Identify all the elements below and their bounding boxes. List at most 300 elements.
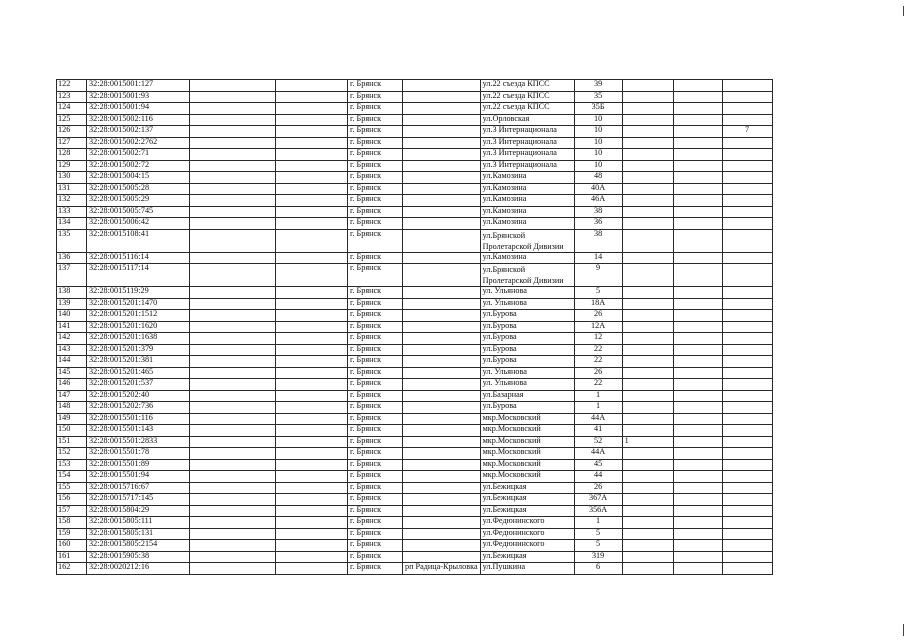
cell-house-number: 18А: [574, 298, 622, 310]
cell-cadastral-number: 32:28:0015805:2154: [87, 540, 190, 552]
cell-settlement: [403, 379, 481, 391]
cell-settlement: [403, 436, 481, 448]
cell-street: ул.Бурова: [480, 321, 574, 333]
table-row: [57, 264, 773, 287]
cell-settlement: [403, 206, 481, 218]
cell-col-10: [673, 471, 722, 483]
cell-house-number: 52: [574, 436, 622, 448]
cell-cadastral-number: 32:28:0015201:1470: [87, 298, 190, 310]
cell-col-3: [190, 413, 276, 425]
cell-col-9: [622, 494, 673, 506]
cell-city: г. Брянск: [348, 540, 403, 552]
cell-col-10: [673, 563, 722, 575]
cell-house-number: 10: [574, 126, 622, 138]
cell-col-9: [622, 505, 673, 517]
cell-house-number: 40А: [574, 183, 622, 195]
cell-col-11: [722, 264, 772, 287]
cell-cadastral-number: 32:28:0015001:93: [87, 91, 190, 103]
table-row: [57, 494, 773, 506]
cell-row-number: 150: [57, 425, 87, 437]
cell-col-4: [276, 321, 348, 333]
cell-city: г. Брянск: [348, 402, 403, 414]
cell-street: ул.Бежицкая: [480, 551, 574, 563]
cell-house-number: 44А: [574, 448, 622, 460]
cell-col-9: 1: [622, 436, 673, 448]
table-row: [57, 80, 773, 92]
cell-col-4: [276, 298, 348, 310]
cell-col-3: [190, 471, 276, 483]
cell-col-4: [276, 103, 348, 115]
cell-col-9: [622, 160, 673, 172]
cell-col-10: [673, 528, 722, 540]
cell-col-11: [722, 505, 772, 517]
cell-cadastral-number: 32:28:0015717:145: [87, 494, 190, 506]
cell-street: ул. Ульянова: [480, 298, 574, 310]
cell-col-10: [673, 264, 722, 287]
cell-col-4: [276, 264, 348, 287]
cell-row-number: 153: [57, 459, 87, 471]
cell-cadastral-number: 32:28:0015201:381: [87, 356, 190, 368]
cell-col-3: [190, 298, 276, 310]
cell-col-3: [190, 344, 276, 356]
table-row: [57, 390, 773, 402]
cell-cadastral-number: 32:28:0015002:116: [87, 114, 190, 126]
cell-col-9: [622, 356, 673, 368]
cell-col-11: [722, 413, 772, 425]
cell-col-4: [276, 540, 348, 552]
cell-col-3: [190, 448, 276, 460]
cell-house-number: 9: [574, 264, 622, 287]
cell-col-10: [673, 126, 722, 138]
cell-settlement: [403, 229, 481, 252]
cell-col-10: [673, 206, 722, 218]
table-row: [57, 103, 773, 115]
cell-col-4: [276, 471, 348, 483]
cell-row-number: 140: [57, 310, 87, 322]
cell-col-3: [190, 137, 276, 149]
cell-col-4: [276, 494, 348, 506]
cell-cadastral-number: 32:28:0015501:2833: [87, 436, 190, 448]
cell-settlement: [403, 172, 481, 184]
cell-row-number: 137: [57, 264, 87, 287]
cell-street: ул.Камозина: [480, 206, 574, 218]
cell-col-9: [622, 80, 673, 92]
table-row: [57, 563, 773, 575]
cell-row-number: 131: [57, 183, 87, 195]
cell-street: ул.Камозина: [480, 252, 574, 264]
cell-col-9: [622, 91, 673, 103]
cell-col-4: [276, 344, 348, 356]
cell-street: мкр.Московский: [480, 425, 574, 437]
cell-city: г. Брянск: [348, 114, 403, 126]
cell-city: г. Брянск: [348, 494, 403, 506]
cell-house-number: 26: [574, 310, 622, 322]
cell-city: г. Брянск: [348, 436, 403, 448]
cell-col-3: [190, 218, 276, 230]
cell-cadastral-number: 32:28:0015202:736: [87, 402, 190, 414]
cell-row-number: 135: [57, 229, 87, 252]
cell-col-4: [276, 172, 348, 184]
cell-city: г. Брянск: [348, 367, 403, 379]
cell-col-10: [673, 321, 722, 333]
cell-settlement: [403, 356, 481, 368]
cell-col-11: [722, 436, 772, 448]
cell-city: г. Брянск: [348, 563, 403, 575]
cell-house-number: 12: [574, 333, 622, 345]
cell-col-11: [722, 517, 772, 529]
cell-street: ул. Ульянова: [480, 287, 574, 299]
table-row: [57, 206, 773, 218]
cell-settlement: [403, 195, 481, 207]
table-row: [57, 333, 773, 345]
cell-row-number: 143: [57, 344, 87, 356]
cell-settlement: [403, 367, 481, 379]
cell-street: ул.Бурова: [480, 402, 574, 414]
cell-col-9: [622, 551, 673, 563]
cell-row-number: 160: [57, 540, 87, 552]
cell-street: ул.3 Интернационала: [480, 149, 574, 161]
cell-house-number: 38: [574, 206, 622, 218]
cell-col-3: [190, 379, 276, 391]
cell-col-3: [190, 183, 276, 195]
cell-col-10: [673, 344, 722, 356]
cell-col-4: [276, 413, 348, 425]
cell-street: ул.Базарная: [480, 390, 574, 402]
cell-cadastral-number: 32:28:0015119:29: [87, 287, 190, 299]
cell-col-11: [722, 160, 772, 172]
cell-col-11: [722, 494, 772, 506]
cell-col-10: [673, 252, 722, 264]
cell-col-10: [673, 425, 722, 437]
cell-city: г. Брянск: [348, 344, 403, 356]
cell-cadastral-number: 32:28:0015501:78: [87, 448, 190, 460]
cell-col-10: [673, 494, 722, 506]
cell-col-3: [190, 149, 276, 161]
cell-city: г. Брянск: [348, 505, 403, 517]
cell-city: г. Брянск: [348, 356, 403, 368]
cell-col-11: [722, 229, 772, 252]
cell-col-9: [622, 390, 673, 402]
cell-street: ул.Бурова: [480, 344, 574, 356]
cell-col-3: [190, 459, 276, 471]
cell-col-9: [622, 103, 673, 115]
cell-col-10: [673, 459, 722, 471]
cell-col-4: [276, 80, 348, 92]
cell-cadastral-number: 32:28:0015108:41: [87, 229, 190, 252]
cell-col-11: [722, 321, 772, 333]
cell-col-11: [722, 356, 772, 368]
cell-street: ул.3 Интернационала: [480, 160, 574, 172]
cell-settlement: [403, 298, 481, 310]
cell-settlement: [403, 149, 481, 161]
cell-city: г. Брянск: [348, 448, 403, 460]
cell-city: г. Брянск: [348, 287, 403, 299]
cell-house-number: 5: [574, 528, 622, 540]
cell-col-9: [622, 459, 673, 471]
cell-col-3: [190, 551, 276, 563]
table-row: [57, 540, 773, 552]
cell-col-10: [673, 402, 722, 414]
cell-city: г. Брянск: [348, 264, 403, 287]
cell-cadastral-number: 32:28:0015005:745: [87, 206, 190, 218]
table-row: [57, 310, 773, 322]
cell-settlement: [403, 517, 481, 529]
cell-col-10: [673, 482, 722, 494]
cell-city: г. Брянск: [348, 206, 403, 218]
cell-col-11: [722, 563, 772, 575]
cell-city: г. Брянск: [348, 390, 403, 402]
cell-col-10: [673, 91, 722, 103]
cell-cadastral-number: 32:28:0015001:94: [87, 103, 190, 115]
cell-col-9: [622, 425, 673, 437]
cell-col-4: [276, 379, 348, 391]
cell-row-number: 159: [57, 528, 87, 540]
cell-col-10: [673, 183, 722, 195]
cell-col-4: [276, 149, 348, 161]
cell-col-9: [622, 126, 673, 138]
cell-street: ул.Камозина: [480, 218, 574, 230]
cell-col-9: [622, 413, 673, 425]
cell-house-number: 22: [574, 379, 622, 391]
cell-cadastral-number: 32:28:0015201:1638: [87, 333, 190, 345]
cell-row-number: 157: [57, 505, 87, 517]
cell-col-11: [722, 252, 772, 264]
scan-edge-mark-top: [903, 6, 904, 16]
cell-col-4: [276, 563, 348, 575]
cell-city: г. Брянск: [348, 459, 403, 471]
cell-col-3: [190, 114, 276, 126]
cell-col-4: [276, 356, 348, 368]
table-row: [57, 91, 773, 103]
cell-house-number: 38: [574, 229, 622, 252]
table-row: [57, 160, 773, 172]
cell-street: ул.Бежицкая: [480, 505, 574, 517]
cell-col-4: [276, 114, 348, 126]
cell-settlement: [403, 413, 481, 425]
cell-row-number: 123: [57, 91, 87, 103]
cell-col-11: [722, 459, 772, 471]
cell-col-11: [722, 287, 772, 299]
cell-house-number: 12А: [574, 321, 622, 333]
table-row: [57, 218, 773, 230]
cell-house-number: 39: [574, 80, 622, 92]
table-row: [57, 459, 773, 471]
cell-col-4: [276, 126, 348, 138]
cell-col-3: [190, 103, 276, 115]
cell-city: г. Брянск: [348, 252, 403, 264]
cell-house-number: 45: [574, 459, 622, 471]
cell-house-number: 14: [574, 252, 622, 264]
cell-col-11: [722, 471, 772, 483]
cell-col-3: [190, 195, 276, 207]
cell-col-3: [190, 160, 276, 172]
cell-col-4: [276, 402, 348, 414]
cell-street: ул.Федюнинского: [480, 540, 574, 552]
cell-house-number: 356А: [574, 505, 622, 517]
cell-cadastral-number: 32:28:0015804:29: [87, 505, 190, 517]
cell-cadastral-number: 32:28:0015005:28: [87, 183, 190, 195]
cell-col-9: [622, 471, 673, 483]
cell-col-10: [673, 218, 722, 230]
cell-street: ул.Бежицкая: [480, 494, 574, 506]
cell-settlement: [403, 137, 481, 149]
cell-col-10: [673, 356, 722, 368]
cell-city: г. Брянск: [348, 517, 403, 529]
cell-settlement: [403, 126, 481, 138]
cell-col-10: [673, 540, 722, 552]
cell-street: ул.22 съезда КПСС: [480, 103, 574, 115]
cell-col-11: [722, 344, 772, 356]
cell-col-11: [722, 149, 772, 161]
cell-col-11: [722, 103, 772, 115]
cell-city: г. Брянск: [348, 80, 403, 92]
cell-col-10: [673, 229, 722, 252]
cell-col-3: [190, 126, 276, 138]
cell-col-9: [622, 172, 673, 184]
cell-col-9: [622, 149, 673, 161]
cell-cadastral-number: 32:28:0015005:29: [87, 195, 190, 207]
cell-col-9: [622, 344, 673, 356]
cell-col-11: [722, 379, 772, 391]
cell-city: г. Брянск: [348, 183, 403, 195]
cell-cadastral-number: 32:28:0015116:14: [87, 252, 190, 264]
cell-street: ул.3 Интернационала: [480, 126, 574, 138]
cell-col-11: [722, 448, 772, 460]
cell-cadastral-number: 32:28:0015002:71: [87, 149, 190, 161]
cell-city: г. Брянск: [348, 298, 403, 310]
cell-row-number: 149: [57, 413, 87, 425]
cell-col-3: [190, 310, 276, 322]
cell-city: г. Брянск: [348, 482, 403, 494]
cell-col-10: [673, 367, 722, 379]
cell-cadastral-number: 32:28:0015805:131: [87, 528, 190, 540]
cell-house-number: 1: [574, 390, 622, 402]
cell-col-9: [622, 206, 673, 218]
cell-col-4: [276, 425, 348, 437]
table-row: [57, 137, 773, 149]
cell-cadastral-number: 32:28:0015201:537: [87, 379, 190, 391]
table-row: [57, 298, 773, 310]
cell-col-3: [190, 333, 276, 345]
cell-row-number: 125: [57, 114, 87, 126]
cell-settlement: [403, 287, 481, 299]
cell-col-9: [622, 367, 673, 379]
cell-col-3: [190, 91, 276, 103]
cell-col-10: [673, 114, 722, 126]
table-row: [57, 287, 773, 299]
table-row: [57, 367, 773, 379]
cell-settlement: [403, 425, 481, 437]
cell-city: г. Брянск: [348, 160, 403, 172]
cell-col-10: [673, 103, 722, 115]
cell-col-4: [276, 218, 348, 230]
cell-col-9: [622, 448, 673, 460]
cell-row-number: 122: [57, 80, 87, 92]
table-row: [57, 482, 773, 494]
cell-cadastral-number: 32:28:0015002:72: [87, 160, 190, 172]
cell-row-number: 139: [57, 298, 87, 310]
cell-col-4: [276, 482, 348, 494]
land-plot-table: [56, 79, 773, 575]
cell-col-4: [276, 333, 348, 345]
cell-settlement: [403, 252, 481, 264]
cell-row-number: 142: [57, 333, 87, 345]
cell-row-number: 129: [57, 160, 87, 172]
cell-house-number: 22: [574, 344, 622, 356]
table-row: [57, 448, 773, 460]
scan-edge-mark-bottom: [903, 624, 904, 636]
table-row: [57, 436, 773, 448]
cell-row-number: 152: [57, 448, 87, 460]
cell-col-9: [622, 137, 673, 149]
cell-house-number: 26: [574, 367, 622, 379]
cell-house-number: 5: [574, 287, 622, 299]
cell-col-10: [673, 137, 722, 149]
table-row: [57, 528, 773, 540]
cell-cadastral-number: 32:28:0015202:40: [87, 390, 190, 402]
cell-street: ул.Брянской Пролетарской Дивизии: [480, 264, 574, 287]
cell-city: г. Брянск: [348, 333, 403, 345]
cell-col-9: [622, 264, 673, 287]
cell-city: г. Брянск: [348, 321, 403, 333]
cell-col-4: [276, 183, 348, 195]
table-row: [57, 471, 773, 483]
cell-settlement: [403, 390, 481, 402]
cell-col-3: [190, 367, 276, 379]
cell-col-11: [722, 333, 772, 345]
cell-row-number: 147: [57, 390, 87, 402]
table-row: [57, 356, 773, 368]
cell-col-4: [276, 229, 348, 252]
cell-house-number: 1: [574, 402, 622, 414]
cell-city: г. Брянск: [348, 149, 403, 161]
cell-row-number: 161: [57, 551, 87, 563]
cell-col-11: [722, 528, 772, 540]
cell-settlement: [403, 528, 481, 540]
table-row: [57, 344, 773, 356]
cell-col-10: [673, 379, 722, 391]
cell-street: ул.Пушкина: [480, 563, 574, 575]
cell-col-4: [276, 367, 348, 379]
cell-settlement: [403, 505, 481, 517]
cell-street: ул.Бежицкая: [480, 482, 574, 494]
cell-settlement: [403, 183, 481, 195]
cell-col-3: [190, 287, 276, 299]
cell-cadastral-number: 32:28:0015117:14: [87, 264, 190, 287]
cell-col-11: [722, 218, 772, 230]
cell-row-number: 144: [57, 356, 87, 368]
cell-col-3: [190, 390, 276, 402]
cell-row-number: 130: [57, 172, 87, 184]
cell-row-number: 126: [57, 126, 87, 138]
cell-street: ул.Камозина: [480, 183, 574, 195]
cell-col-9: [622, 333, 673, 345]
table-row: [57, 413, 773, 425]
cell-settlement: [403, 310, 481, 322]
cell-city: г. Брянск: [348, 195, 403, 207]
cell-settlement: [403, 160, 481, 172]
cell-settlement: [403, 264, 481, 287]
cell-col-4: [276, 310, 348, 322]
table-row: [57, 505, 773, 517]
cell-city: г. Брянск: [348, 172, 403, 184]
table-row: [57, 229, 773, 252]
cell-col-4: [276, 448, 348, 460]
cell-col-10: [673, 505, 722, 517]
cell-col-9: [622, 540, 673, 552]
cell-house-number: 10: [574, 114, 622, 126]
cell-col-11: [722, 137, 772, 149]
